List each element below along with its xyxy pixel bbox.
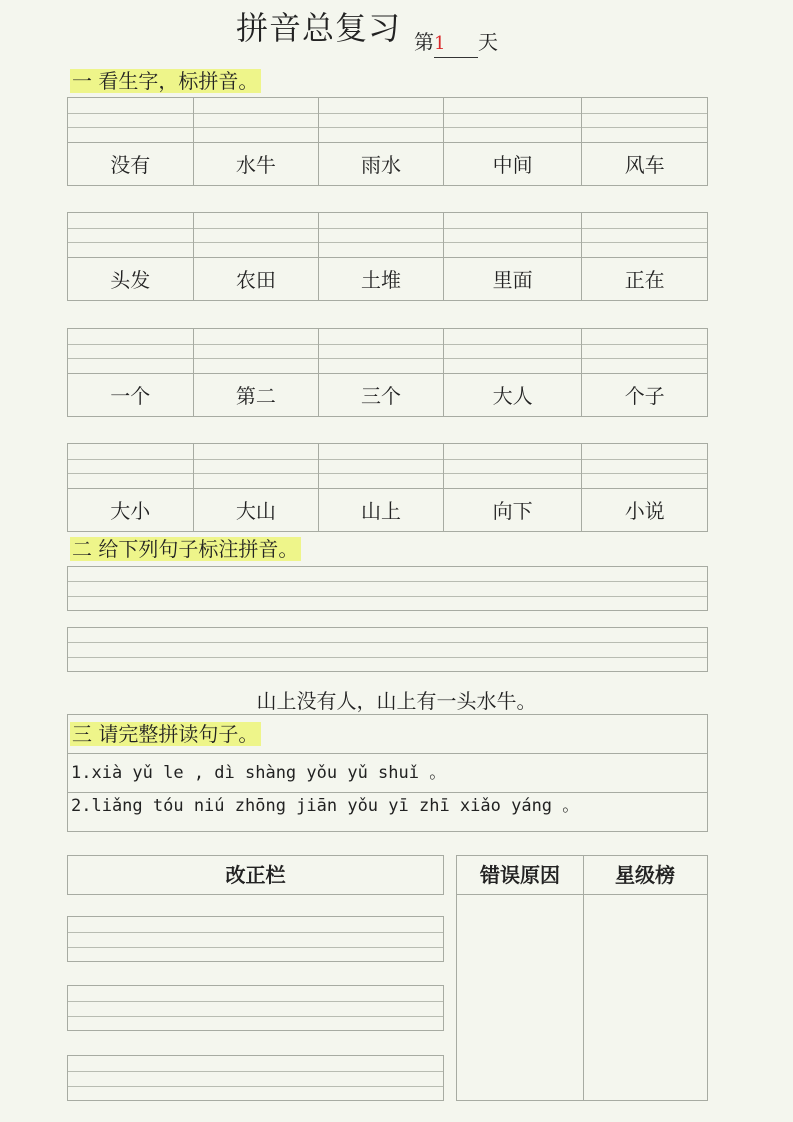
pinyin-writing-area[interactable] xyxy=(582,213,707,257)
pinyin-line-1: 1.xià yǔ le , dì shàng yǒu yǔ shuǐ 。 xyxy=(71,763,447,783)
pinyin-writing-area[interactable] xyxy=(68,444,193,488)
grid-cell xyxy=(319,98,444,185)
section3-heading: 三 请完整拼读句子。 xyxy=(70,722,261,746)
grid-cell xyxy=(194,329,320,416)
grid-cell xyxy=(68,98,194,185)
pinyin-writing-area[interactable] xyxy=(444,329,582,373)
grid-cell xyxy=(319,213,444,300)
correction-header: 改正栏 xyxy=(67,855,444,895)
pinyin-writing-area[interactable] xyxy=(444,98,582,142)
character-word: 山上 xyxy=(319,488,443,533)
star-rank-cell[interactable] xyxy=(584,895,707,1100)
pinyin-writing-area[interactable] xyxy=(319,98,443,142)
character-word: 大山 xyxy=(194,488,319,533)
correction-line-3[interactable] xyxy=(67,1055,444,1101)
grid-cell xyxy=(444,213,583,300)
grid-cell xyxy=(444,98,583,185)
character-word: 三个 xyxy=(319,373,443,418)
character-word: 向下 xyxy=(444,488,582,533)
character-word: 大小 xyxy=(68,488,193,533)
grid-cell xyxy=(319,444,444,531)
pinyin-writing-area[interactable] xyxy=(582,329,707,373)
day-indicator xyxy=(414,29,498,58)
character-word: 土堆 xyxy=(319,257,443,302)
character-word: 水牛 xyxy=(194,142,319,187)
character-word: 中间 xyxy=(444,142,582,187)
grid-cell xyxy=(194,444,320,531)
pinyin-writing-area[interactable] xyxy=(194,444,319,488)
character-word: 大人 xyxy=(444,373,582,418)
grid-cell xyxy=(194,213,320,300)
section2-sentence: 山上没有人，山上有一头水牛。 xyxy=(256,689,537,713)
page-title: 拼音总复习 xyxy=(236,9,402,47)
grid-cell xyxy=(68,329,194,416)
evaluation-table xyxy=(456,855,708,1101)
character-grid xyxy=(67,212,708,301)
character-word: 一个 xyxy=(68,373,193,418)
pinyin-writing-area[interactable] xyxy=(68,213,193,257)
error-reason-header: 错误原因 xyxy=(480,863,560,887)
character-word: 没有 xyxy=(68,142,193,187)
character-word: 正在 xyxy=(582,257,707,302)
pinyin-writing-area[interactable] xyxy=(319,213,443,257)
pinyin-writing-area[interactable] xyxy=(444,213,582,257)
pinyin-writing-area[interactable] xyxy=(444,444,582,488)
pinyin-writing-area[interactable] xyxy=(319,444,443,488)
pinyin-writing-area[interactable] xyxy=(68,98,193,142)
grid-cell xyxy=(582,98,707,185)
grid-cell xyxy=(444,444,583,531)
grid-cell xyxy=(194,98,320,185)
pinyin-writing-area[interactable] xyxy=(194,213,319,257)
character-word: 雨水 xyxy=(319,142,443,187)
grid-cell xyxy=(68,444,194,531)
star-rank-header: 星级榜 xyxy=(615,863,675,887)
character-word: 风车 xyxy=(582,142,707,187)
pinyin-writing-area[interactable] xyxy=(194,98,319,142)
pinyin-writing-area[interactable] xyxy=(194,329,319,373)
section1-heading: 一 看生字，标拼音。 xyxy=(70,69,261,93)
correction-line-1[interactable] xyxy=(67,916,444,962)
character-word: 里面 xyxy=(444,257,582,302)
grid-cell xyxy=(582,444,707,531)
pinyin-writing-area[interactable] xyxy=(582,444,707,488)
character-word: 小说 xyxy=(582,488,707,533)
character-word: 个子 xyxy=(582,373,707,418)
grid-cell xyxy=(319,329,444,416)
correction-line-2[interactable] xyxy=(67,985,444,1031)
character-grid xyxy=(67,328,708,417)
character-grid xyxy=(67,443,708,532)
day-suffix: 天 xyxy=(478,30,498,54)
pinyin-writing-area[interactable] xyxy=(582,98,707,142)
day-prefix: 第 xyxy=(414,30,434,54)
error-reason-cell[interactable] xyxy=(457,895,583,1100)
writing-line-1[interactable] xyxy=(67,566,708,611)
grid-cell xyxy=(582,329,707,416)
grid-cell xyxy=(582,213,707,300)
grid-cell xyxy=(444,329,583,416)
character-grid xyxy=(67,97,708,186)
pinyin-line-2: 2.liǎng tóu niú zhōng jiān yǒu yī zhī xiǎo yáng 。 xyxy=(71,796,580,816)
pinyin-writing-area[interactable] xyxy=(319,329,443,373)
character-word: 头发 xyxy=(68,257,193,302)
pinyin-writing-area[interactable] xyxy=(68,329,193,373)
section2-heading: 二 给下列句子标注拼音。 xyxy=(70,537,301,561)
writing-line-2[interactable] xyxy=(67,627,708,672)
grid-cell xyxy=(68,213,194,300)
day-number: 1 xyxy=(434,31,478,58)
character-word: 第二 xyxy=(194,373,319,418)
character-word: 农田 xyxy=(194,257,319,302)
